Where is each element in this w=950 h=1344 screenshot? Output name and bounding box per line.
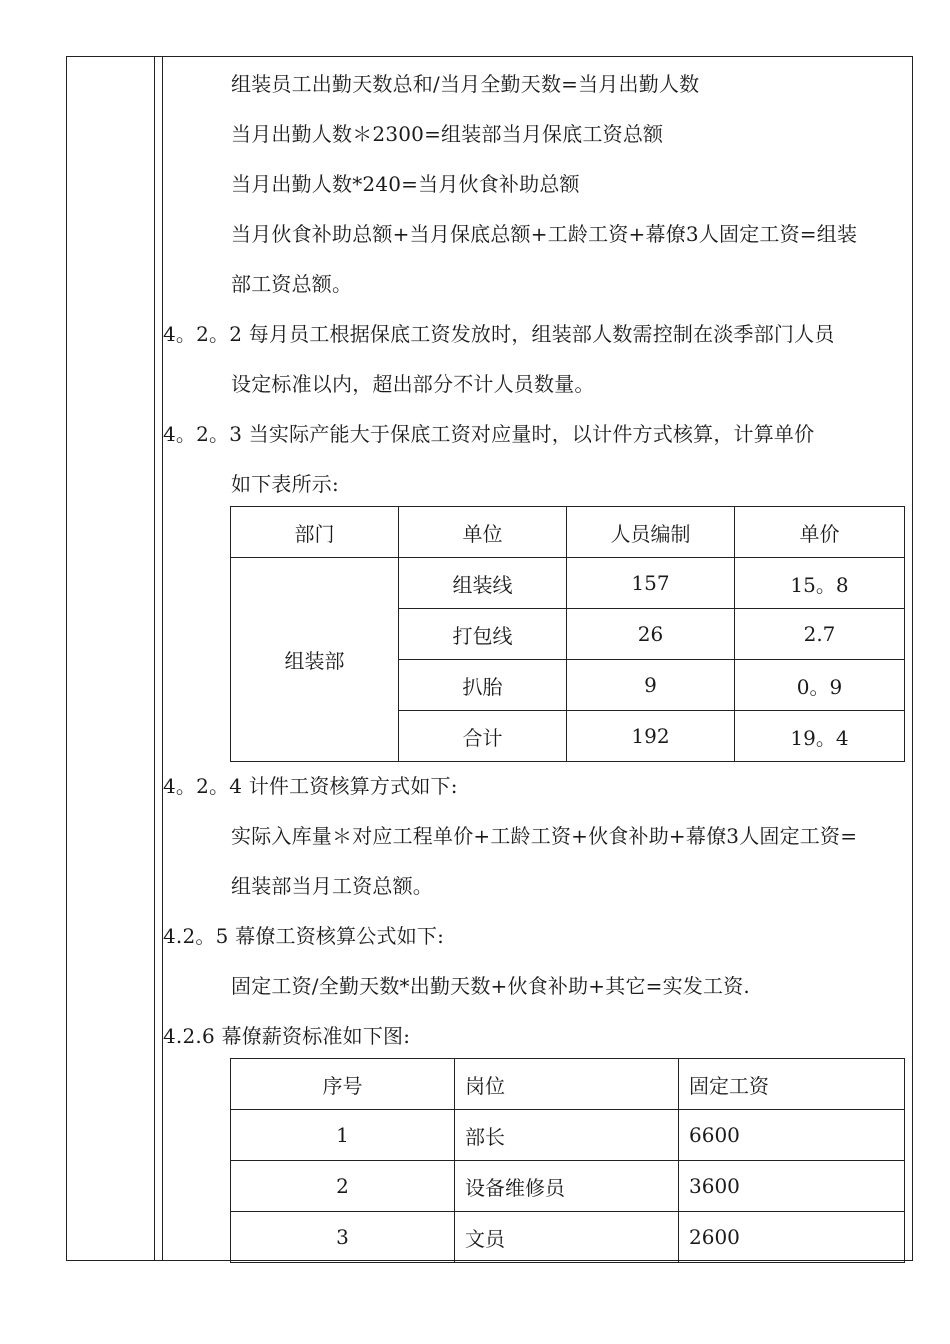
clause-4-2-2: 4。2。2 每月员工根据保底工资发放时，组装部人数需控制在淡季部门人员 [163,322,835,346]
clause-4-2-6: 4.2.6 幕僚薪资标准如下图: [163,1024,411,1048]
no-cell: 1 [231,1110,455,1161]
formula-attendance: 组装员工出勤天数总和/当月全勤天数=当月出勤人数 [231,72,700,96]
staff-cell: 157 [567,558,735,609]
formula-total-wage: 当月伙食补助总额+当月保底总额+工龄工资+幕僚3人固定工资=组装 [231,222,858,246]
dept-cell: 组装部 [231,558,399,762]
post-cell: 文员 [455,1212,679,1263]
wage-cell: 3600 [679,1161,905,1212]
unit-cell: 组装线 [399,558,567,609]
table-row [231,1110,905,1161]
wage-cell: 2600 [679,1212,905,1263]
unit-cell: 扒胎 [399,660,567,711]
formula-base-wage: 当月出勤人数＊2300=组装部当月保底工资总额 [231,122,664,146]
wage-cell: 6600 [679,1110,905,1161]
formula-piece-wage: 实际入库量＊对应工程单价+工龄工资+伙食补助+幕僚3人固定工资= [231,824,858,848]
price-cell: 19。4 [735,711,905,762]
clause-4-2-3-cont: 如下表所示: [231,472,339,496]
staff-cell: 192 [567,711,735,762]
header-staff: 人员编制 [567,507,735,558]
table-row [231,558,905,609]
column-divider-left [154,57,155,1260]
clause-4-2-2-cont: 设定标准以内，超出部分不计人员数量。 [231,372,595,396]
post-cell: 部长 [455,1110,679,1161]
unit-price-table [230,506,905,762]
staff-salary-table [230,1058,905,1263]
header-post: 岗位 [455,1059,679,1110]
column-divider-right [162,57,163,1260]
formula-meal-allowance: 当月出勤人数*240=当月伙食补助总额 [231,172,580,196]
header-wage: 固定工资 [679,1059,905,1110]
clause-4-2-5: 4.2。5 幕僚工资核算公式如下: [163,924,445,948]
clause-4-2-4: 4。2。4 计件工资核算方式如下: [163,774,458,798]
price-cell: 0。9 [735,660,905,711]
header-price: 单价 [735,507,905,558]
header-unit: 单位 [399,507,567,558]
no-cell: 2 [231,1161,455,1212]
unit-cell: 合计 [399,711,567,762]
no-cell: 3 [231,1212,455,1263]
header-dept: 部门 [231,507,399,558]
table-row [231,1212,905,1263]
table-header-row [231,1059,905,1110]
header-no: 序号 [231,1059,455,1110]
post-cell: 设备维修员 [455,1161,679,1212]
staff-cell: 26 [567,609,735,660]
price-cell: 15。8 [735,558,905,609]
formula-total-wage-cont: 部工资总额。 [231,272,353,296]
formula-staff-wage: 固定工资/全勤天数*出勤天数+伙食补助+其它=实发工资. [231,974,750,998]
staff-cell: 9 [567,660,735,711]
price-cell: 2.7 [735,609,905,660]
table-header-row [231,507,905,558]
formula-piece-wage-cont: 组装部当月工资总额。 [231,874,433,898]
clause-4-2-3: 4。2。3 当实际产能大于保底工资对应量时，以计件方式核算，计算单价 [163,422,815,446]
unit-cell: 打包线 [399,609,567,660]
table-row [231,1161,905,1212]
